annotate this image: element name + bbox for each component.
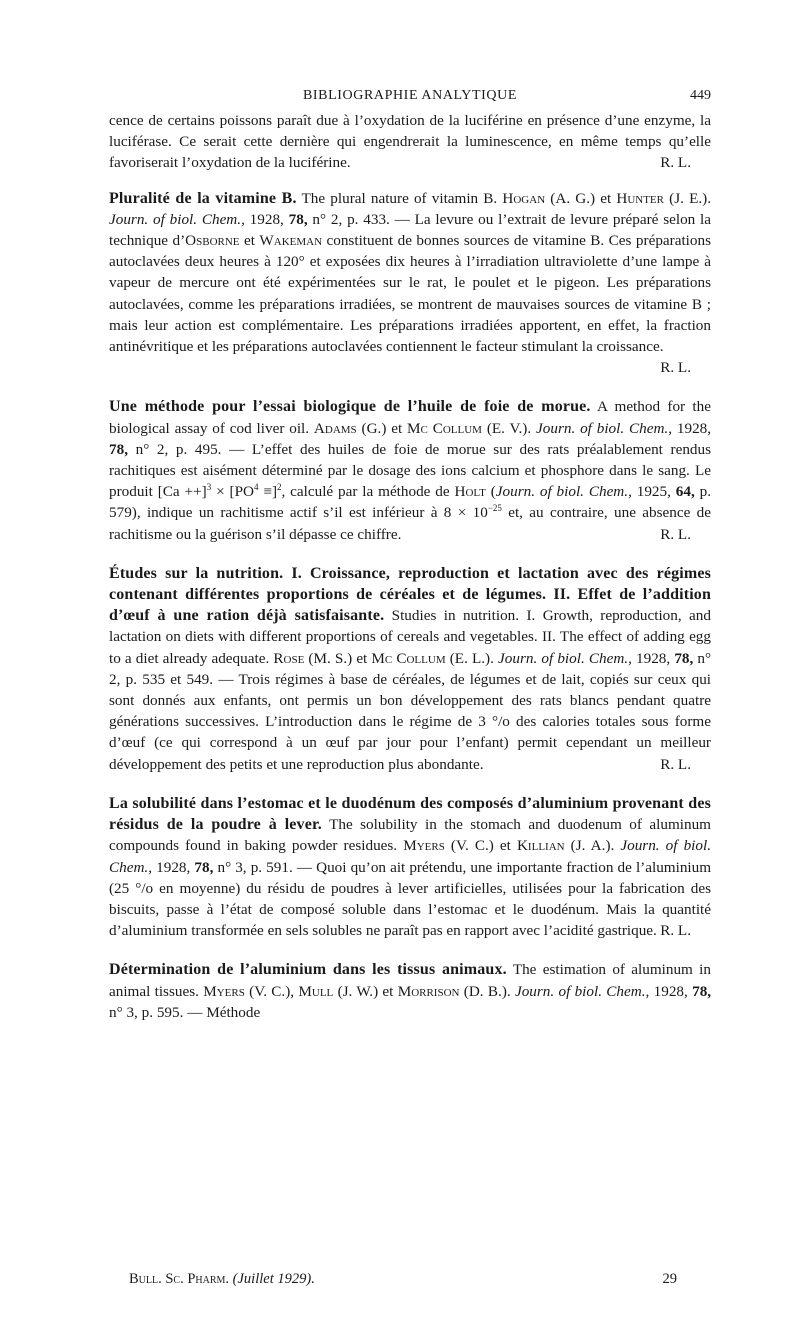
author-initials: (G.) xyxy=(361,419,387,437)
abstract-title: Détermination de l’aluminium dans les tissus animaux. xyxy=(109,961,507,979)
abstract-aluminium-determination: Détermination de l’aluminium dans les tissus animaux. The estimation of aluminum in animal tissues. Myers (V. C.), Mull (J. W.) et Morrison (D. B.). Journ. of biol. Chem., 1928, 78, n° 3, p. 595. — Méthode xyxy=(109,961,712,1021)
citation-journal: Journ. of biol. Chem., xyxy=(514,982,650,1000)
author-initials: (J. A.). xyxy=(570,837,615,855)
author-initials: (J. E.). xyxy=(669,189,711,207)
citation-volume: 78, xyxy=(674,649,694,667)
abstract-title: Pluralité de la vitamine B. xyxy=(109,189,297,207)
continuation-text: cence de certains poissons paraît due à l’oxydation de la luciférine en présence d’une enzyme, la luciférase. Ce serait cette dernière qui engendrerait la luminescence, en même temps qu’elle favoriserait l’oxydation de la luciférine. xyxy=(109,112,711,172)
citation-pages: n° 2, p. 495. xyxy=(135,440,222,458)
citation-pages: n° 3, p. 595. xyxy=(109,1003,184,1021)
ref-pages: p. 579), indique un rachitisme actif s’il est inférieur à 8 × 10 xyxy=(109,483,712,522)
footer-sheet-number: 29 xyxy=(662,1271,677,1287)
english-title: The estimation of aluminum in animal tissues. xyxy=(109,961,711,1000)
formula-part: ≡] xyxy=(258,483,278,501)
citation-year: 1928, xyxy=(676,419,712,437)
citation-journal: Journ. of biol. Chem., xyxy=(536,419,673,437)
abstract-body-lead: — L’effet des huiles de foie de morue sur des rats préalablement rendus rachitiques est aisément déterminé par le dosage des ions calcium et phosphore dans le sang. Le produit [Ca ++] xyxy=(109,440,712,501)
abstract-title: La solubilité dans l’estomac et le duodénum des composés d’aluminium provenant des résidus de la poudre à lever. xyxy=(109,794,711,834)
citation-journal: Journ. of biol. Chem., xyxy=(109,837,711,876)
signature: R. L. xyxy=(660,359,691,377)
citation-pages: n° 2, p. 535 et 549. xyxy=(109,649,712,688)
abstract-cod-liver-oil: Une méthode pour l’essai biologique de l’huile de foie de morue. A method for the biological assay of cod liver oil. Adams (G.) et Mc Collum (E. V.). Journ. of biol. Chem., 1928, 78, n° 2, p. 495. — L’effet des huiles de foie de morue sur des rats préalablement rendus rachitiques est aisément déterminé par le dosage des ions calcium et phosphore dans le sang. Le produit $[Ca ++]^3 \times [PO^4 \equiv]^2$, calculé par la méthode de Holt (Journ. of biol. Chem., 1925, 64, p. 579), indique un rachitisme actif s’il est inférieur à $8 \times 10^{-25}$ et, au contraire, une absence de rachitisme ou la guérison s’il dépasse ce chiffre. R. L. xyxy=(109,396,711,544)
abstract-body: — Trois régimes à base de céréales, de légumes et de lait, copiés sur ceux qui sont donnés aux enfants, ont permis un bon développement des rats blancs pendant quatre générations successives. L’introduction dans le régime de 3 °/o des calories totales sous forme d’œuf (ce qui correspond à un œuf par jour pour l’enfant) permit cependant un meilleur développement des petits et une reproduction plus abondante. xyxy=(109,670,712,773)
author-name: Mc Collum xyxy=(407,419,482,437)
abstract-body: — Méthode xyxy=(187,1003,261,1021)
page-number: 449 xyxy=(690,88,711,103)
page xyxy=(109,88,712,1287)
footer-journal: Bull. Sc. Pharm. xyxy=(129,1271,230,1287)
citation-year: 1928, xyxy=(156,858,191,876)
ref-journal: Journ. of biol. Chem., xyxy=(495,483,632,501)
author-name: Holt xyxy=(454,483,486,501)
author-initials: (J. W.) xyxy=(337,982,379,1000)
author-name: Morrison xyxy=(397,982,460,1000)
signature: R. L. xyxy=(660,154,691,172)
author-name: Osborne xyxy=(185,232,240,250)
citation-journal: Journ. of biol. Chem., xyxy=(498,649,632,667)
citation-journal: Journ. of biol. Chem., xyxy=(109,210,245,228)
author-initials: (V. C.), xyxy=(249,982,295,1000)
abstract-body: constituent de bonnes sources de vitamine B. Ces préparations autoclavées deux heures à 120° et exposées dix heures à l’irradiation ultraviolette d’une lampe à vapeur de mercure ont été expérimentées sur le rat, le poulet et le pigeon. Les préparations autoclavées, comme les préparations irradiées, se montrent de mauvaises sources de vitamine B ; mais leur action est complémentaire. Les préparations irradiées apportent, en effet, la fraction antinévritique et les préparations autoclavées contiennent le facteur stimulant la croissance. xyxy=(109,232,711,356)
abstract-nutrition-studies: Études sur la nutrition. I. Croissance, reproduction et lactation avec des régimes contenant différentes proportions de céréales et de légumes. II. Effet de l’addition d’œuf à une ration déjà satisfaisante. Studies in nutrition. I. Growth, reproduction, and lactation on diets with different proportions of cereals and vegetables. II. The effect of adding egg to a diet already adequate. Rose (M. S.) et Mc Collum (E. L.). Journ. of biol. Chem., 1928, 78, n° 2, p. 535 et 549. — Trois régimes à base de céréales, de légumes et de lait, copiés sur ceux qui sont donnés aux enfants, ont permis un bon développement des rats blancs pendant quatre générations successives. L’introduction dans le régime de 3 °/o des calories totales sous forme d’œuf (ce qui correspond à un œuf par jour pour l’enfant) permit cependant un meilleur développement des petits et une reproduction plus abondante. R. L. xyxy=(109,563,711,775)
author-name: Adams xyxy=(313,419,357,437)
english-title: A method for the biological assay of cod liver oil. xyxy=(109,398,711,437)
abstract-title: Études sur la nutrition. I. Croissance, reproduction et lactation avec des régimes contenant différentes proportions de céréales et de légumes. II. Effet de l’addition d’œuf à une ration déjà satisfaisante. xyxy=(109,564,711,625)
formula-part: × [PO xyxy=(211,483,255,501)
footer-issue: (Juillet 1929). xyxy=(232,1271,315,1287)
author-name: Mc Collum xyxy=(371,649,446,667)
conjunction: et xyxy=(239,232,260,250)
english-title: The solubility in the stomach and duodenum of aluminum compounds found in baking powder residues. xyxy=(109,816,711,855)
ref-open: ( xyxy=(485,483,496,501)
author-initials: (M. S.) xyxy=(308,649,353,667)
footer-journal-issue xyxy=(129,1271,315,1288)
english-title: The plural nature of vitamin B. xyxy=(301,189,498,207)
abstract-body-lead: — La levure ou l’extrait de levure préparé selon la technique d’ xyxy=(109,210,712,250)
author-initials: (D. B.). xyxy=(463,982,511,1000)
author-name: Myers xyxy=(203,982,245,1000)
author-name: Killian xyxy=(516,837,565,855)
citation-pages: n° 3, p. 591. xyxy=(217,858,293,876)
signature: R. L. xyxy=(660,525,691,543)
formula-part: , calculé par la méthode de xyxy=(281,483,455,501)
abstract-body: — Quoi qu’on ait prétendu, une importante fraction de l’aluminium (25 °/o en moyenne) du résidu de poudres à lever artificielles, utilisées pour la fabrication des biscuits, passe à l’état de composé soluble dans l’estomac et le duodénum. Mais la quantité d’aluminium transformée en sels solubles ne paraît pas en rapport avec l’acidité gastrique. xyxy=(109,858,712,940)
author-initials: (E. L.). xyxy=(449,649,494,667)
running-head xyxy=(109,88,711,110)
abstract-vitamin-b: Pluralité de la vitamine B. The plural nature of vitamin B. Hogan (A. G.) et Hunter (J. E.). Journ. of biol. Chem., 1928, 78, n° 2, p. 433. — La levure ou l’extrait de levure préparé selon la technique d’Osborne et Wakeman constituent de bonnes sources de vitamine B. Ces préparations autoclavées deux heures à 120° et exposées dix heures à l’irradiation ultraviolette d’une lampe à vapeur de mercure ont été expérimentées sur le rat, le poulet et le pigeon. Les préparations autoclavées, comme les préparations irradiées, se montrent de mauvaises sources de vitamine B ; mais leur action est complémentaire. Les préparations irradiées apportent, en effet, la fraction antinévritique et les préparations autoclavées contiennent le facteur stimulant la croissance. R. L. xyxy=(109,188,711,379)
citation-pages: n° 2, p. 433. xyxy=(312,210,390,228)
exponent: 2 xyxy=(277,482,282,493)
exponent: −25 xyxy=(487,503,502,514)
citation-volume: 78, xyxy=(194,858,214,876)
ref-year: 1925, xyxy=(631,483,676,501)
author-name: Mull xyxy=(298,982,334,1000)
running-title: BIBLIOGRAPHIE ANALYTIQUE xyxy=(302,88,518,103)
exponent: 3 xyxy=(206,482,212,493)
citation-volume: 78, xyxy=(288,210,308,228)
author-name: Rose xyxy=(273,649,305,667)
author-initials: (V. C.) xyxy=(450,837,494,855)
signature: R. L. xyxy=(660,755,691,773)
author-name: Wakeman xyxy=(259,232,323,250)
abstract-title: Une méthode pour l’essai biologique de l’huile de foie de morue. xyxy=(109,398,591,416)
citation-volume: 78, xyxy=(692,982,712,1000)
author-name: Hunter xyxy=(616,189,664,207)
citation-year: 1928, xyxy=(249,210,284,228)
abstract-aluminium-solubility: La solubilité dans l’estomac et le duodénum des composés d’aluminium provenant des résidus de la poudre à lever. The solubility in the stomach and duodenum of aluminum compounds found in baking powder residues. Myers (V. C.) et Killian (J. A.). Journ. of biol. Chem., 1928, 78, n° 3, p. 591. — Quoi qu’on ait prétendu, une importante fraction de l’aluminium (25 °/o en moyenne) du résidu de poudres à lever artificielles, utilisées pour la fabrication des biscuits, passe à l’état de composé soluble dans l’estomac et le duodénum. Mais la quantité d’aluminium transformée en sels solubles ne paraît pas en rapport avec l’acidité gastrique. R. L. xyxy=(109,793,711,941)
citation-year: 1928, xyxy=(636,649,671,667)
author-name: Myers xyxy=(403,837,445,855)
author-initials: (A. G.) xyxy=(550,189,596,207)
citation-volume: 78, xyxy=(109,440,128,458)
continuation-paragraph xyxy=(109,110,711,174)
english-title: Studies in nutrition. I. Growth, reproduction, and lactation on diets with different proportions of cereals and vegetables. II. The effect of adding egg to a diet already adequate. xyxy=(109,607,711,667)
ref-volume: 64, xyxy=(675,483,695,501)
abstract-body-tail: et, au contraire, une absence de rachitisme ou la guérison s’il dépasse ce chiffre. xyxy=(109,504,711,543)
author-initials: (E. V.). xyxy=(486,419,532,437)
citation-year: 1928, xyxy=(653,982,688,1000)
signature: R. L. xyxy=(660,922,691,940)
author-name: Hogan xyxy=(502,189,546,207)
exponent: 4 xyxy=(254,482,259,493)
